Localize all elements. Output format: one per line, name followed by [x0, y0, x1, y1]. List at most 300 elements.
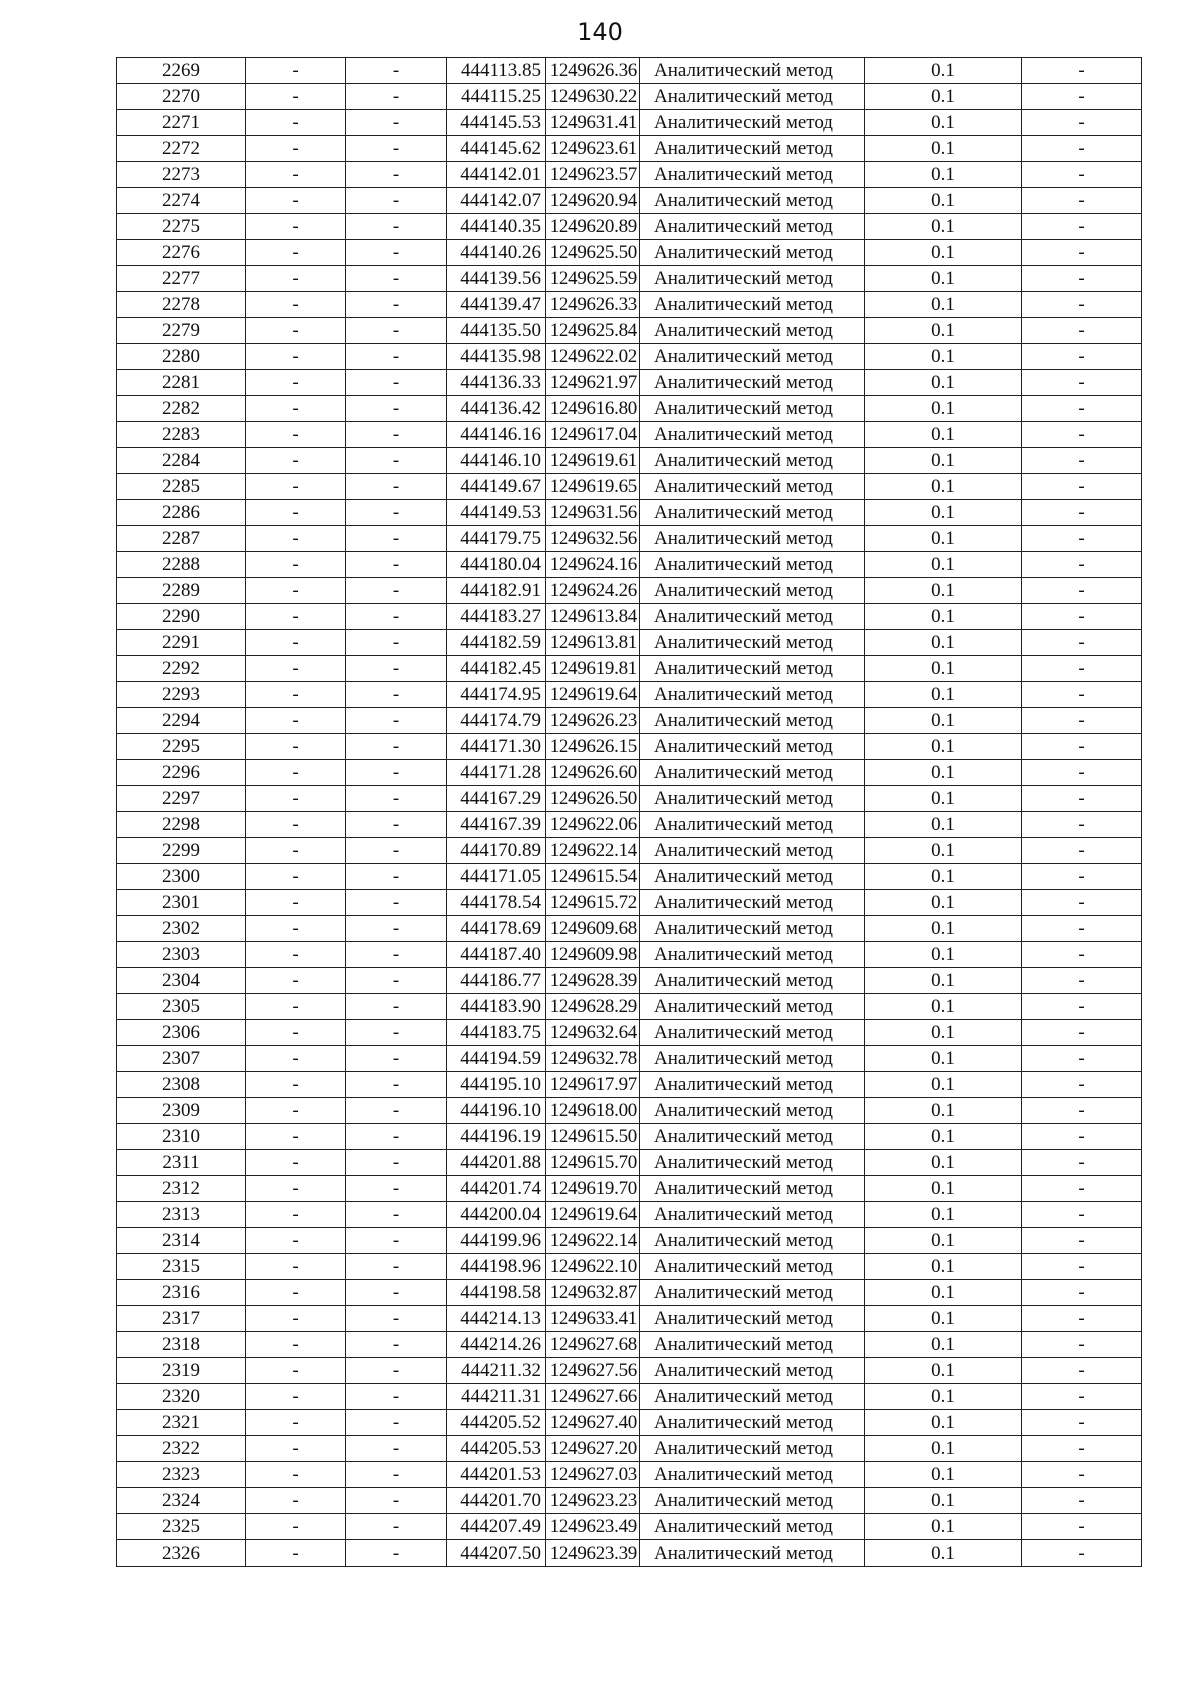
x-coordinate-cell: 444180.04: [447, 552, 546, 578]
point-number-cell: 2270: [117, 84, 246, 110]
col2-cell: -: [246, 500, 346, 526]
point-number-cell: 2290: [117, 604, 246, 630]
table-row: [117, 318, 1142, 344]
accuracy-cell: 0.1: [865, 526, 1022, 552]
x-coordinate-cell: 444194.59: [447, 1046, 546, 1072]
y-coordinate-cell: 1249626.15: [546, 734, 640, 760]
col2-cell: -: [246, 708, 346, 734]
x-coordinate-cell: 444198.58: [447, 1280, 546, 1306]
col3-cell: -: [346, 1098, 447, 1124]
method-cell: Аналитический метод: [640, 1020, 865, 1046]
y-coordinate-cell: 1249631.56: [546, 500, 640, 526]
col3-cell: -: [346, 1072, 447, 1098]
col3-cell: -: [346, 1436, 447, 1462]
y-coordinate-cell: 1249625.50: [546, 240, 640, 266]
col2-cell: -: [246, 318, 346, 344]
point-number-cell: 2306: [117, 1020, 246, 1046]
col3-cell: -: [346, 84, 447, 110]
col8-cell: -: [1022, 656, 1142, 682]
col8-cell: -: [1022, 58, 1142, 84]
col2-cell: -: [246, 1254, 346, 1280]
point-number-cell: 2293: [117, 682, 246, 708]
method-cell: Аналитический метод: [640, 1384, 865, 1410]
col3-cell: -: [346, 1176, 447, 1202]
point-number-cell: 2300: [117, 864, 246, 890]
col8-cell: -: [1022, 812, 1142, 838]
col8-cell: -: [1022, 994, 1142, 1020]
accuracy-cell: 0.1: [865, 734, 1022, 760]
point-number-cell: 2315: [117, 1254, 246, 1280]
accuracy-cell: 0.1: [865, 1410, 1022, 1436]
method-cell: Аналитический метод: [640, 994, 865, 1020]
accuracy-cell: 0.1: [865, 448, 1022, 474]
accuracy-cell: 0.1: [865, 942, 1022, 968]
col2-cell: -: [246, 162, 346, 188]
col2-cell: -: [246, 292, 346, 318]
table-row: [117, 1150, 1142, 1176]
col3-cell: -: [346, 916, 447, 942]
x-coordinate-cell: 444201.88: [447, 1150, 546, 1176]
col2-cell: -: [246, 656, 346, 682]
table-row: [117, 578, 1142, 604]
method-cell: Аналитический метод: [640, 682, 865, 708]
col2-cell: -: [246, 1488, 346, 1514]
y-coordinate-cell: 1249630.22: [546, 84, 640, 110]
y-coordinate-cell: 1249619.64: [546, 682, 640, 708]
point-number-cell: 2304: [117, 968, 246, 994]
x-coordinate-cell: 444211.31: [447, 1384, 546, 1410]
table-row: [117, 1488, 1142, 1514]
y-coordinate-cell: 1249618.00: [546, 1098, 640, 1124]
method-cell: Аналитический метод: [640, 1072, 865, 1098]
table-row: [117, 1540, 1142, 1567]
col2-cell: -: [246, 734, 346, 760]
method-cell: Аналитический метод: [640, 344, 865, 370]
method-cell: Аналитический метод: [640, 1046, 865, 1072]
table-row: [117, 344, 1142, 370]
col8-cell: -: [1022, 1098, 1142, 1124]
col8-cell: -: [1022, 1410, 1142, 1436]
accuracy-cell: 0.1: [865, 1280, 1022, 1306]
point-number-cell: 2289: [117, 578, 246, 604]
col8-cell: -: [1022, 162, 1142, 188]
y-coordinate-cell: 1249627.56: [546, 1358, 640, 1384]
method-cell: Аналитический метод: [640, 1436, 865, 1462]
col3-cell: -: [346, 578, 447, 604]
point-number-cell: 2273: [117, 162, 246, 188]
col8-cell: -: [1022, 604, 1142, 630]
y-coordinate-cell: 1249622.06: [546, 812, 640, 838]
point-number-cell: 2276: [117, 240, 246, 266]
col2-cell: -: [246, 1410, 346, 1436]
y-coordinate-cell: 1249624.26: [546, 578, 640, 604]
method-cell: Аналитический метод: [640, 1280, 865, 1306]
col2-cell: -: [246, 838, 346, 864]
table-row: [117, 1436, 1142, 1462]
point-number-cell: 2278: [117, 292, 246, 318]
col2-cell: -: [246, 1280, 346, 1306]
col8-cell: -: [1022, 1124, 1142, 1150]
point-number-cell: 2274: [117, 188, 246, 214]
table-row: [117, 1020, 1142, 1046]
x-coordinate-cell: 444186.77: [447, 968, 546, 994]
y-coordinate-cell: 1249626.36: [546, 58, 640, 84]
col2-cell: -: [246, 1046, 346, 1072]
method-cell: Аналитический метод: [640, 370, 865, 396]
point-number-cell: 2291: [117, 630, 246, 656]
x-coordinate-cell: 444145.53: [447, 110, 546, 136]
y-coordinate-cell: 1249627.68: [546, 1332, 640, 1358]
point-number-cell: 2326: [117, 1540, 246, 1567]
table-row: [117, 630, 1142, 656]
col3-cell: -: [346, 318, 447, 344]
col8-cell: -: [1022, 266, 1142, 292]
col3-cell: -: [346, 110, 447, 136]
method-cell: Аналитический метод: [640, 188, 865, 214]
col8-cell: -: [1022, 1384, 1142, 1410]
y-coordinate-cell: 1249627.66: [546, 1384, 640, 1410]
table-row: [117, 1176, 1142, 1202]
point-number-cell: 2297: [117, 786, 246, 812]
point-number-cell: 2319: [117, 1358, 246, 1384]
col8-cell: -: [1022, 526, 1142, 552]
table-row: [117, 370, 1142, 396]
col3-cell: -: [346, 1358, 447, 1384]
accuracy-cell: 0.1: [865, 1046, 1022, 1072]
method-cell: Аналитический метод: [640, 1410, 865, 1436]
col2-cell: -: [246, 370, 346, 396]
y-coordinate-cell: 1249619.65: [546, 474, 640, 500]
y-coordinate-cell: 1249615.54: [546, 864, 640, 890]
col3-cell: -: [346, 656, 447, 682]
col8-cell: -: [1022, 786, 1142, 812]
table-row: [117, 708, 1142, 734]
y-coordinate-cell: 1249626.23: [546, 708, 640, 734]
table-row: [117, 968, 1142, 994]
y-coordinate-cell: 1249621.97: [546, 370, 640, 396]
x-coordinate-cell: 444135.98: [447, 344, 546, 370]
accuracy-cell: 0.1: [865, 1254, 1022, 1280]
col8-cell: -: [1022, 1150, 1142, 1176]
col2-cell: -: [246, 968, 346, 994]
accuracy-cell: 0.1: [865, 214, 1022, 240]
accuracy-cell: 0.1: [865, 1072, 1022, 1098]
table-row: [117, 760, 1142, 786]
col8-cell: -: [1022, 422, 1142, 448]
col2-cell: -: [246, 344, 346, 370]
col3-cell: -: [346, 422, 447, 448]
col8-cell: -: [1022, 344, 1142, 370]
col8-cell: -: [1022, 838, 1142, 864]
point-number-cell: 2269: [117, 58, 246, 84]
col2-cell: -: [246, 942, 346, 968]
table-row: [117, 84, 1142, 110]
col2-cell: -: [246, 1332, 346, 1358]
y-coordinate-cell: 1249633.41: [546, 1306, 640, 1332]
point-number-cell: 2323: [117, 1462, 246, 1488]
accuracy-cell: 0.1: [865, 604, 1022, 630]
method-cell: Аналитический метод: [640, 1306, 865, 1332]
col3-cell: -: [346, 1254, 447, 1280]
col3-cell: -: [346, 812, 447, 838]
accuracy-cell: 0.1: [865, 292, 1022, 318]
x-coordinate-cell: 444178.69: [447, 916, 546, 942]
table-row: [117, 1384, 1142, 1410]
table-row: [117, 1228, 1142, 1254]
col8-cell: -: [1022, 552, 1142, 578]
accuracy-cell: 0.1: [865, 1306, 1022, 1332]
col3-cell: -: [346, 786, 447, 812]
method-cell: Аналитический метод: [640, 58, 865, 84]
method-cell: Аналитический метод: [640, 474, 865, 500]
accuracy-cell: 0.1: [865, 500, 1022, 526]
point-number-cell: 2324: [117, 1488, 246, 1514]
x-coordinate-cell: 444139.56: [447, 266, 546, 292]
table-row: [117, 916, 1142, 942]
col3-cell: -: [346, 370, 447, 396]
col2-cell: -: [246, 474, 346, 500]
accuracy-cell: 0.1: [865, 968, 1022, 994]
y-coordinate-cell: 1249619.70: [546, 1176, 640, 1202]
point-number-cell: 2312: [117, 1176, 246, 1202]
col3-cell: -: [346, 58, 447, 84]
x-coordinate-cell: 444187.40: [447, 942, 546, 968]
y-coordinate-cell: 1249617.97: [546, 1072, 640, 1098]
method-cell: Аналитический метод: [640, 1150, 865, 1176]
col3-cell: -: [346, 500, 447, 526]
table-row: [117, 500, 1142, 526]
accuracy-cell: 0.1: [865, 1124, 1022, 1150]
table-row: [117, 942, 1142, 968]
page-number: 140: [577, 18, 623, 46]
accuracy-cell: 0.1: [865, 58, 1022, 84]
y-coordinate-cell: 1249627.03: [546, 1462, 640, 1488]
point-number-cell: 2302: [117, 916, 246, 942]
point-number-cell: 2288: [117, 552, 246, 578]
accuracy-cell: 0.1: [865, 474, 1022, 500]
col8-cell: -: [1022, 916, 1142, 942]
accuracy-cell: 0.1: [865, 1540, 1022, 1567]
point-number-cell: 2295: [117, 734, 246, 760]
col3-cell: -: [346, 1514, 447, 1540]
col2-cell: -: [246, 630, 346, 656]
col8-cell: -: [1022, 708, 1142, 734]
point-number-cell: 2287: [117, 526, 246, 552]
accuracy-cell: 0.1: [865, 266, 1022, 292]
col8-cell: -: [1022, 682, 1142, 708]
col8-cell: -: [1022, 240, 1142, 266]
accuracy-cell: 0.1: [865, 1202, 1022, 1228]
point-number-cell: 2298: [117, 812, 246, 838]
col3-cell: -: [346, 1332, 447, 1358]
table-row: [117, 890, 1142, 916]
col2-cell: -: [246, 1098, 346, 1124]
col2-cell: -: [246, 552, 346, 578]
col3-cell: -: [346, 734, 447, 760]
y-coordinate-cell: 1249620.94: [546, 188, 640, 214]
x-coordinate-cell: 444174.79: [447, 708, 546, 734]
col3-cell: -: [346, 630, 447, 656]
y-coordinate-cell: 1249632.56: [546, 526, 640, 552]
col2-cell: -: [246, 916, 346, 942]
table-row: [117, 1306, 1142, 1332]
col2-cell: -: [246, 110, 346, 136]
accuracy-cell: 0.1: [865, 1462, 1022, 1488]
col8-cell: -: [1022, 734, 1142, 760]
point-number-cell: 2275: [117, 214, 246, 240]
x-coordinate-cell: 444200.04: [447, 1202, 546, 1228]
method-cell: Аналитический метод: [640, 864, 865, 890]
accuracy-cell: 0.1: [865, 136, 1022, 162]
method-cell: Аналитический метод: [640, 838, 865, 864]
col8-cell: -: [1022, 1332, 1142, 1358]
accuracy-cell: 0.1: [865, 110, 1022, 136]
col3-cell: -: [346, 890, 447, 916]
col3-cell: -: [346, 474, 447, 500]
method-cell: Аналитический метод: [640, 526, 865, 552]
table-row: [117, 1046, 1142, 1072]
accuracy-cell: 0.1: [865, 188, 1022, 214]
table-row: [117, 682, 1142, 708]
method-cell: Аналитический метод: [640, 1176, 865, 1202]
method-cell: Аналитический метод: [640, 1514, 865, 1540]
method-cell: Аналитический метод: [640, 318, 865, 344]
table-row: [117, 838, 1142, 864]
x-coordinate-cell: 444182.59: [447, 630, 546, 656]
accuracy-cell: 0.1: [865, 240, 1022, 266]
col8-cell: -: [1022, 1436, 1142, 1462]
table-row: [117, 1124, 1142, 1150]
col3-cell: -: [346, 760, 447, 786]
accuracy-cell: 0.1: [865, 838, 1022, 864]
method-cell: Аналитический метод: [640, 630, 865, 656]
point-number-cell: 2296: [117, 760, 246, 786]
table-row: [117, 1462, 1142, 1488]
col3-cell: -: [346, 136, 447, 162]
col2-cell: -: [246, 604, 346, 630]
col3-cell: -: [346, 162, 447, 188]
x-coordinate-cell: 444205.53: [447, 1436, 546, 1462]
accuracy-cell: 0.1: [865, 1514, 1022, 1540]
col8-cell: -: [1022, 1228, 1142, 1254]
y-coordinate-cell: 1249623.23: [546, 1488, 640, 1514]
col3-cell: -: [346, 1202, 447, 1228]
accuracy-cell: 0.1: [865, 84, 1022, 110]
point-number-cell: 2271: [117, 110, 246, 136]
method-cell: Аналитический метод: [640, 84, 865, 110]
x-coordinate-cell: 444179.75: [447, 526, 546, 552]
col8-cell: -: [1022, 890, 1142, 916]
point-number-cell: 2305: [117, 994, 246, 1020]
col2-cell: -: [246, 214, 346, 240]
table-row: [117, 1280, 1142, 1306]
method-cell: Аналитический метод: [640, 786, 865, 812]
col8-cell: -: [1022, 1254, 1142, 1280]
table-row: [117, 994, 1142, 1020]
accuracy-cell: 0.1: [865, 1384, 1022, 1410]
col3-cell: -: [346, 708, 447, 734]
col2-cell: -: [246, 812, 346, 838]
y-coordinate-cell: 1249622.02: [546, 344, 640, 370]
col3-cell: -: [346, 526, 447, 552]
method-cell: Аналитический метод: [640, 500, 865, 526]
point-number-cell: 2316: [117, 1280, 246, 1306]
col8-cell: -: [1022, 630, 1142, 656]
col3-cell: -: [346, 968, 447, 994]
method-cell: Аналитический метод: [640, 292, 865, 318]
col2-cell: -: [246, 760, 346, 786]
method-cell: Аналитический метод: [640, 578, 865, 604]
x-coordinate-cell: 444211.32: [447, 1358, 546, 1384]
table-row: [117, 812, 1142, 838]
point-number-cell: 2299: [117, 838, 246, 864]
x-coordinate-cell: 444201.53: [447, 1462, 546, 1488]
y-coordinate-cell: 1249632.64: [546, 1020, 640, 1046]
x-coordinate-cell: 444182.45: [447, 656, 546, 682]
col8-cell: -: [1022, 84, 1142, 110]
col8-cell: -: [1022, 292, 1142, 318]
col3-cell: -: [346, 1384, 447, 1410]
col3-cell: -: [346, 1540, 447, 1567]
y-coordinate-cell: 1249627.40: [546, 1410, 640, 1436]
x-coordinate-cell: 444140.26: [447, 240, 546, 266]
method-cell: Аналитический метод: [640, 422, 865, 448]
y-coordinate-cell: 1249615.70: [546, 1150, 640, 1176]
col2-cell: -: [246, 266, 346, 292]
x-coordinate-cell: 444149.67: [447, 474, 546, 500]
x-coordinate-cell: 444207.49: [447, 1514, 546, 1540]
method-cell: Аналитический метод: [640, 266, 865, 292]
y-coordinate-cell: 1249619.81: [546, 656, 640, 682]
point-number-cell: 2280: [117, 344, 246, 370]
x-coordinate-cell: 444167.29: [447, 786, 546, 812]
x-coordinate-cell: 444146.16: [447, 422, 546, 448]
y-coordinate-cell: 1249625.84: [546, 318, 640, 344]
y-coordinate-cell: 1249631.41: [546, 110, 640, 136]
col2-cell: -: [246, 136, 346, 162]
col3-cell: -: [346, 188, 447, 214]
col2-cell: -: [246, 396, 346, 422]
x-coordinate-cell: 444142.07: [447, 188, 546, 214]
col8-cell: -: [1022, 1488, 1142, 1514]
point-number-cell: 2283: [117, 422, 246, 448]
method-cell: Аналитический метод: [640, 604, 865, 630]
col8-cell: -: [1022, 448, 1142, 474]
y-coordinate-cell: 1249619.61: [546, 448, 640, 474]
col2-cell: -: [246, 1072, 346, 1098]
point-number-cell: 2322: [117, 1436, 246, 1462]
table-row: [117, 552, 1142, 578]
point-number-cell: 2281: [117, 370, 246, 396]
accuracy-cell: 0.1: [865, 1020, 1022, 1046]
table-row: [117, 1254, 1142, 1280]
col8-cell: -: [1022, 1540, 1142, 1567]
accuracy-cell: 0.1: [865, 396, 1022, 422]
point-number-cell: 2308: [117, 1072, 246, 1098]
x-coordinate-cell: 444183.27: [447, 604, 546, 630]
x-coordinate-cell: 444199.96: [447, 1228, 546, 1254]
point-number-cell: 2317: [117, 1306, 246, 1332]
col8-cell: -: [1022, 942, 1142, 968]
method-cell: Аналитический метод: [640, 890, 865, 916]
accuracy-cell: 0.1: [865, 786, 1022, 812]
accuracy-cell: 0.1: [865, 1436, 1022, 1462]
col3-cell: -: [346, 994, 447, 1020]
accuracy-cell: 0.1: [865, 890, 1022, 916]
col2-cell: -: [246, 1150, 346, 1176]
method-cell: Аналитический метод: [640, 1332, 865, 1358]
x-coordinate-cell: 444183.90: [447, 994, 546, 1020]
